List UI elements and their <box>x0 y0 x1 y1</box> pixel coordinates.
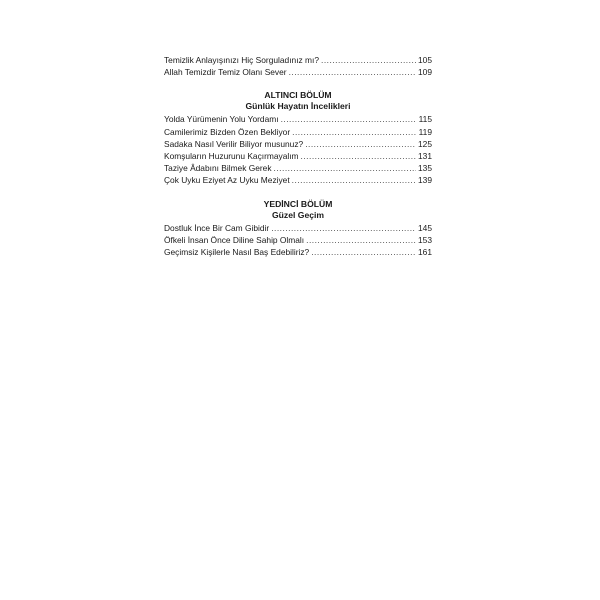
toc-entry[interactable] <box>164 54 432 66</box>
toc-page-number: 145 <box>418 222 432 233</box>
toc-entry-title: Dostluk İnce Bir Cam Gibidir <box>164 222 270 233</box>
toc-dot-leader <box>271 222 416 234</box>
toc-entry-title: Temizlik Anlayışınızı Hiç Sorguladınız mı? <box>164 55 319 65</box>
toc-page-number: 105 <box>418 55 432 65</box>
toc-page-number: 153 <box>418 234 432 245</box>
part-subtitle: Güzel Geçim <box>271 209 325 220</box>
toc-page-number: 139 <box>418 175 432 186</box>
toc-entry[interactable] <box>164 222 432 234</box>
toc-entry[interactable] <box>164 162 432 174</box>
toc-entry-title: Allah Temizdir Temiz Olanı Sever <box>164 67 287 78</box>
toc-entry-title: Geçimsiz Kişilerle Nasıl Baş Edebiliriz? <box>164 247 310 258</box>
toc-entry-title: Sadaka Nasıl Verilir Biliyor musunuz? <box>164 138 304 149</box>
toc-section-continuation <box>164 54 432 78</box>
toc-page-number: 115 <box>418 114 432 125</box>
toc-dot-leader <box>301 150 417 162</box>
toc-dot-leader <box>321 54 416 66</box>
toc-entry-title: Komşuların Huzurunu Kaçırmayalım <box>164 151 299 162</box>
toc-page-number: 131 <box>418 151 432 162</box>
part-heading: ALTINCI BÖLÜM <box>264 90 332 101</box>
toc-entry[interactable] <box>164 174 432 186</box>
toc-entry-title: Öfkeli İnsan Önce Diline Sahip Olmalı <box>164 234 305 245</box>
table-of-contents <box>164 54 432 258</box>
part-heading: YEDİNCİ BÖLÜM <box>263 198 333 209</box>
toc-page-number: 109 <box>418 67 432 78</box>
toc-entry-title: Çok Uyku Eziyet Az Uyku Meziyet <box>164 175 290 186</box>
toc-page-number: 135 <box>418 163 432 174</box>
toc-dot-leader <box>289 66 416 78</box>
toc-page-number: 161 <box>418 247 432 258</box>
toc-entry[interactable] <box>164 138 432 150</box>
toc-dot-leader <box>305 138 416 150</box>
part-subtitle: Günlük Hayatın İncelikleri <box>245 101 351 112</box>
toc-dot-leader <box>292 174 416 186</box>
toc-page-number: 119 <box>418 126 432 137</box>
toc-dot-leader <box>292 126 417 138</box>
toc-page-number: 125 <box>418 138 432 149</box>
toc-entry[interactable] <box>164 150 432 162</box>
toc-entry[interactable] <box>164 246 432 258</box>
toc-entry[interactable] <box>164 234 432 246</box>
toc-dot-leader <box>311 246 416 258</box>
toc-section-yedinci <box>164 199 432 259</box>
toc-entry[interactable] <box>164 126 432 138</box>
toc-entry[interactable] <box>164 66 432 78</box>
toc-entry-title: Yolda Yürümenin Yolu Yordamı <box>164 114 279 125</box>
toc-entry-title: Taziye Âdabını Bilmek Gerek <box>164 163 272 174</box>
toc-dot-leader <box>281 113 417 125</box>
toc-dot-leader <box>306 234 416 246</box>
toc-section-altinci <box>164 90 432 186</box>
toc-entry[interactable] <box>164 113 432 125</box>
toc-dot-leader <box>274 162 416 174</box>
toc-entry-title: Camilerimiz Bizden Özen Bekliyor <box>164 126 291 137</box>
